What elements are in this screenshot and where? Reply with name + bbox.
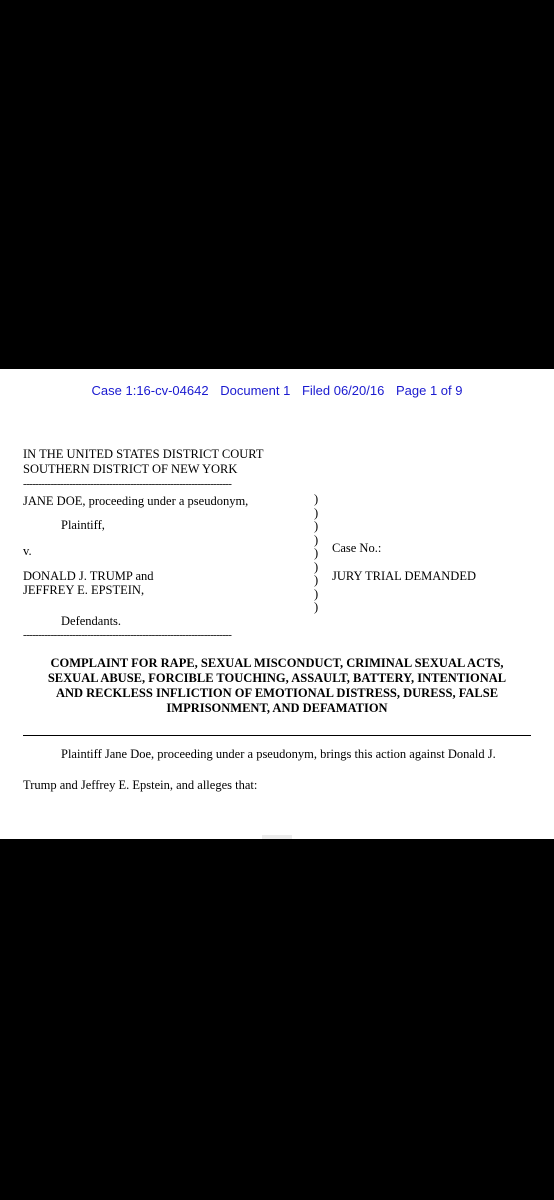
court-name <box>23 447 264 477</box>
defendants-role: Defendants. <box>61 614 122 628</box>
body-paragraph-line-1: Plaintiff Jane Doe, proceeding under a pseudonym, brings this action against Donald J. <box>61 747 496 761</box>
court-line-2: SOUTHERN DISTRICT OF NEW YORK <box>23 462 238 476</box>
document-page <box>0 369 554 839</box>
versus: v. <box>23 544 32 558</box>
defendant-1: DONALD J. TRUMP and <box>23 569 154 583</box>
jury-trial-demanded: JURY TRIAL DEMANDED <box>332 569 476 583</box>
court-line-1: IN THE UNITED STATES DISTRICT COURT <box>23 447 264 461</box>
body-paragraph-line-2: Trump and Jeffrey E. Epstein, and alleges that: <box>23 778 258 792</box>
page-number: Page 1 of 9 <box>395 383 463 398</box>
defendant-2: JEFFREY E. EPSTEIN, <box>23 583 145 597</box>
plaintiff-role: Plaintiff, <box>61 518 105 532</box>
caption-separator-top: -------------------------------------------------------------------- <box>23 478 232 490</box>
caption-separator-bottom: -------------------------------------------------------------------- <box>23 629 232 641</box>
case-number: Case 1:16-cv-04642 <box>91 383 209 398</box>
horizontal-rule <box>23 735 531 736</box>
plaintiff-name: JANE DOE, proceeding under a pseudonym, <box>23 494 249 508</box>
page-divider-mark <box>262 835 292 839</box>
complaint-title: COMPLAINT FOR RAPE, SEXUAL MISCONDUCT, CRIMINAL SEXUAL ACTS, SEXUAL ABUSE, FORCIBLE TOUCHING, ASSAULT, BATTERY, INTENTIONAL AND RECKLESS INFLICTION OF EMOTIONAL DISTRESS, DURESS, FALSE IMPRISONMENT, AND DEFAMATION <box>47 656 507 715</box>
document-number: Document 1 <box>220 383 291 398</box>
case-no-label: Case No.: <box>332 541 382 555</box>
ecf-header <box>0 383 554 398</box>
filed-date: Filed 06/20/16 <box>301 383 385 398</box>
caption-parentheses: ) ) ) ) ) ) ) ) ) <box>314 492 319 614</box>
